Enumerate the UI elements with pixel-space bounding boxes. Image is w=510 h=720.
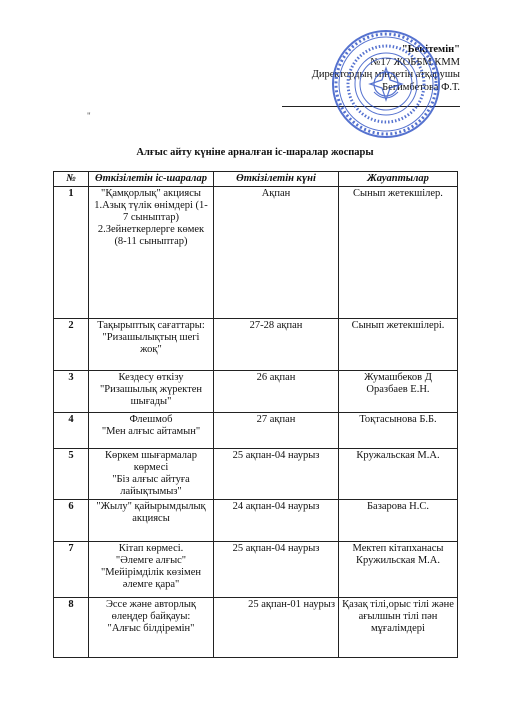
- header-event: Өткізілетін іс-шаралар: [89, 172, 214, 187]
- table-row: [54, 319, 458, 371]
- row-number: 6: [54, 500, 89, 542]
- events-table: [53, 171, 458, 658]
- header-number: №: [54, 172, 89, 187]
- table-row: [54, 413, 458, 449]
- event-cell: Тақырыптық сағаттары: "Ризашылықтың шегі жоқ": [89, 319, 214, 371]
- event-cell: Кездесу өткізу "Ризашылық жүректен шығады": [89, 371, 214, 413]
- table-row: [54, 542, 458, 598]
- table-row: [54, 598, 458, 658]
- row-number: 7: [54, 542, 89, 598]
- approval-role: Директордың міндетін атқарушы: [311, 69, 460, 80]
- header-date: Өткізілетін күні: [214, 172, 339, 187]
- scan-mark: ": [87, 111, 91, 121]
- row-number: 3: [54, 371, 89, 413]
- date-cell: 24 ақпан-04 наурыз: [214, 500, 339, 542]
- responsible-cell: Тоқтасынова Б.Б.: [339, 413, 458, 449]
- date-cell: 27-28 ақпан: [214, 319, 339, 371]
- table-header-row: [54, 172, 458, 187]
- row-number: 4: [54, 413, 89, 449]
- responsible-cell: Кружальская М.А.: [339, 449, 458, 500]
- date-cell: 27 ақпан: [214, 413, 339, 449]
- date-cell: Ақпан: [214, 187, 339, 319]
- row-number: 1: [54, 187, 89, 319]
- header-responsible: Жауаптылар: [339, 172, 458, 187]
- event-cell: Көркем шығармалар көрмесі "Біз алғыс айтуға лайықтымыз": [89, 449, 214, 500]
- approval-org: №17 ЖОББМ КММ: [370, 56, 460, 68]
- row-number: 5: [54, 449, 89, 500]
- date-cell: 25 ақпан-04 наурыз: [214, 449, 339, 500]
- date-cell: 26 ақпан: [214, 371, 339, 413]
- responsible-cell: Сынып жетекшілері.: [339, 319, 458, 371]
- table-row: [54, 187, 458, 319]
- table-row: [54, 449, 458, 500]
- document-title: Алғыс айту күніне арналған іс-шаралар жоспары: [136, 147, 374, 158]
- responsible-cell: Базарова Н.С.: [339, 500, 458, 542]
- approval-name: Бегимбетова Ф.Т.: [382, 81, 460, 93]
- event-cell: "Жылу" қайырымдылық акциясы: [89, 500, 214, 542]
- row-number: 8: [54, 598, 89, 658]
- date-cell: 25 ақпан-04 наурыз: [214, 542, 339, 598]
- table-row: [54, 500, 458, 542]
- responsible-cell: Сынып жетекшілер.: [339, 187, 458, 319]
- table-row: [54, 371, 458, 413]
- responsible-cell: Қазақ тілі,орыс тілі және ағылшын тілі пән мұғалімдері: [339, 598, 458, 658]
- event-cell: Эссе және авторлық өлеңдер байқауы: "Алғыс білдіремін": [89, 598, 214, 658]
- responsible-cell: Жумашбеков Д Оразбаев Е.Н.: [339, 371, 458, 413]
- row-number: 2: [54, 319, 89, 371]
- responsible-cell: Мектеп кітапханасы Кружильская М.А.: [339, 542, 458, 598]
- date-cell: 25 ақпан-01 наурыз: [214, 598, 339, 658]
- approval-title: "Бекітемін": [401, 44, 460, 55]
- event-cell: "Қамқорлық" акциясы 1.Азық түлік өнімдері (1-7 сыныптар) 2.Зейнеткерлерге көмек (8-11 сыныптар): [89, 187, 214, 319]
- event-cell: Кітап көрмесі. "Әлемге алғыс" "Мейірімділік көзімен әлемге қара": [89, 542, 214, 598]
- event-cell: Флешмоб "Мен алғыс айтамын": [89, 413, 214, 449]
- official-seal-stamp: [330, 28, 442, 140]
